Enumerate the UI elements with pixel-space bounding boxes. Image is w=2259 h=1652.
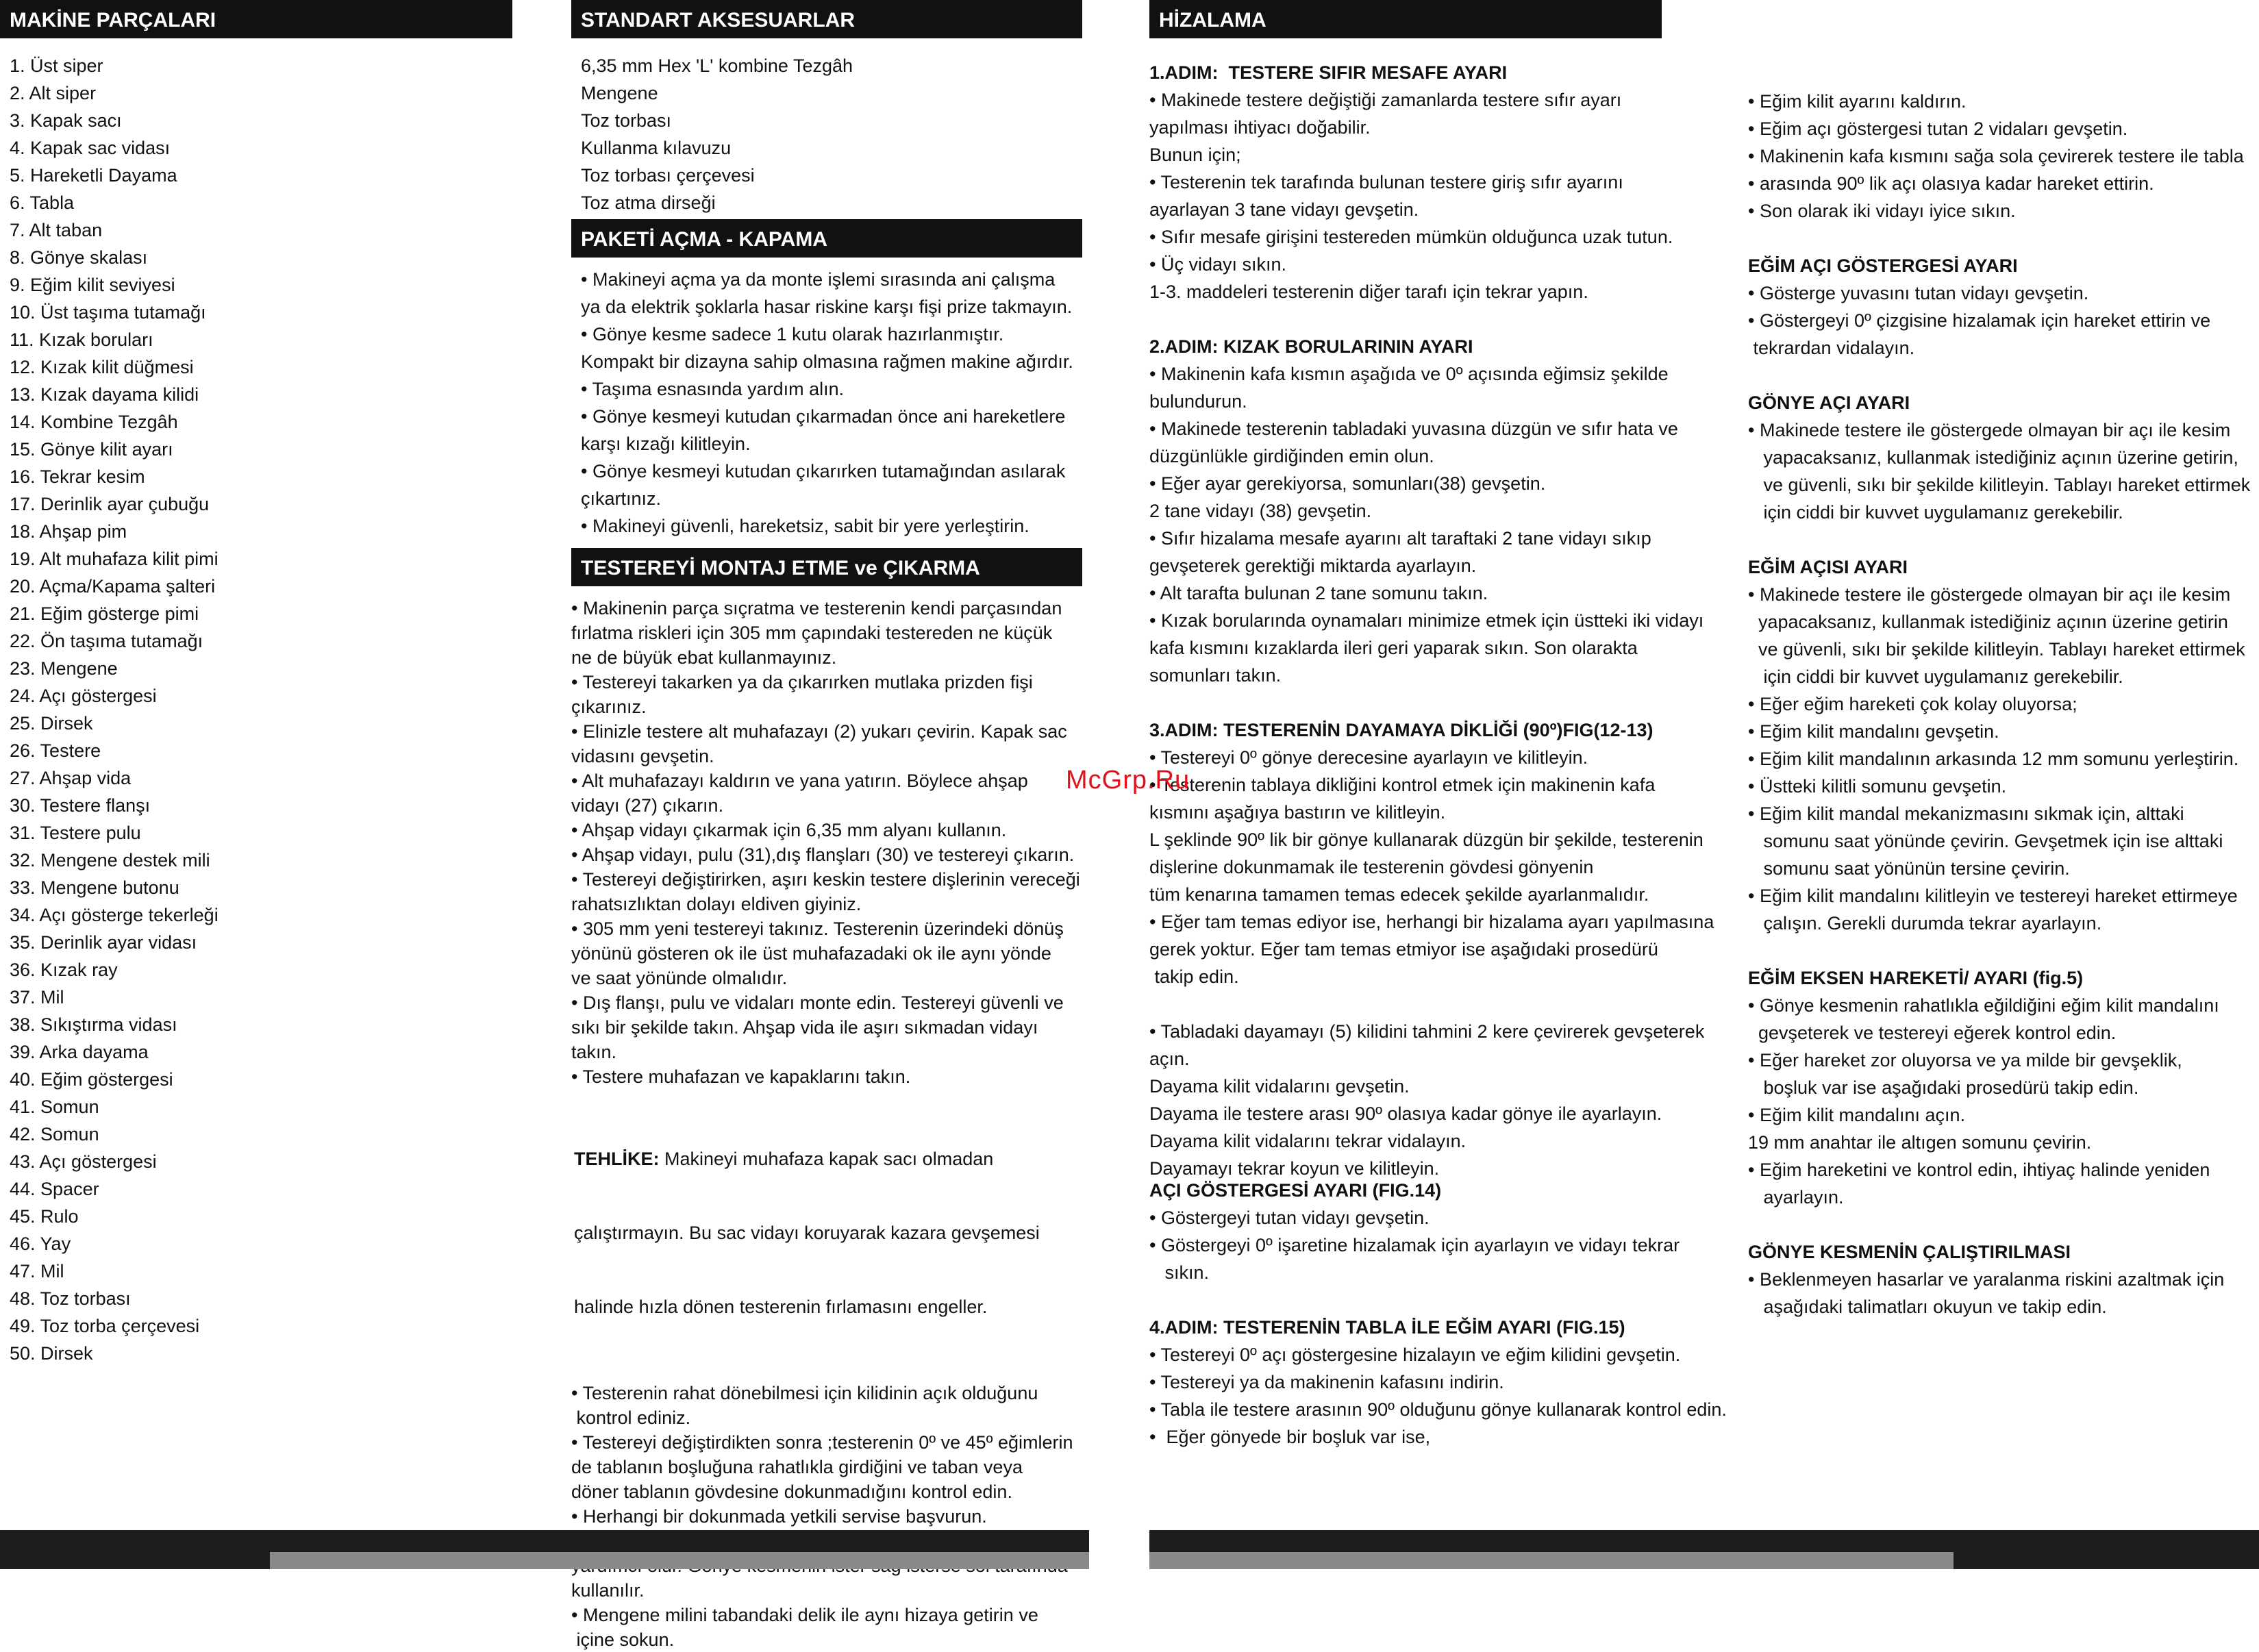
part-item: 38. Sıkıştırma vidası <box>10 1014 177 1035</box>
text-line <box>1748 362 2259 389</box>
accessory-item: Toz torbası çerçevesi <box>581 165 755 186</box>
text-line <box>1149 305 1752 333</box>
text-line: ve güvenli, sıkı bir şekilde kilitleyin. Tablayı hareket ettirmek <box>1748 475 2251 495</box>
parts-list <box>0 52 512 1367</box>
section-heading: AÇI GÖSTERGESİ AYARI (FIG.14) <box>1149 1180 1442 1201</box>
text-line: • Beklenmeyen hasarlar ve yaralanma riskini azaltmak için <box>1748 1269 2225 1290</box>
part-item: 14. Kombine Tezgâh <box>10 412 178 432</box>
part-item: 47. Mil <box>10 1261 64 1281</box>
part-item: 44. Spacer <box>10 1179 99 1199</box>
part-item: 3. Kapak sacı <box>10 110 122 131</box>
unpack-line: • Makineyi güvenli, hareketsiz, sabit bir yere yerleştirin. <box>581 516 1029 536</box>
text-line: boşluk var ise aşağıdaki prosedürü takip edin. <box>1748 1077 2139 1098</box>
footer-stripe-right <box>1149 1552 1954 1569</box>
part-item: 24. Açı göstergesi <box>10 686 157 706</box>
danger-label: TEHLİKE: <box>574 1149 660 1169</box>
part-item: 10. Üst taşıma tutamağı <box>10 302 206 323</box>
final-line: • Mengene milini tabandaki delik ile aynı hizaya getirin ve <box>571 1605 1038 1625</box>
part-item: 31. Testere pulu <box>10 823 141 843</box>
text-line: • Makinede testerenin tabladaki yuvasına düzgün ve sıfır hata ve <box>1149 418 1678 439</box>
text-line: Dayamayı tekrar koyun ve kilitleyin. <box>1149 1158 1440 1179</box>
mount-line: • Ahşap vidayı çıkarmak için 6,35 mm alyanı kullanın. <box>571 820 1007 840</box>
unpack-line: • Taşıma esnasında yardım alın. <box>581 379 845 399</box>
unpack-title: PAKETİ AÇMA - KAPAMA <box>571 219 1082 258</box>
part-item: 27. Ahşap vida <box>10 768 132 788</box>
text-line: yapılması ihtiyacı doğabilir. <box>1149 117 1371 138</box>
part-item: 23. Mengene <box>10 658 118 679</box>
text-line: • Üstteki kilitli somunu gevşetin. <box>1748 776 2007 797</box>
text-line: • Eğim kilit mandalını kilitleyin ve testereyi hareket ettirmeye <box>1748 886 2238 906</box>
parts-column <box>0 0 512 1367</box>
part-item: 43. Açı göstergesi <box>10 1151 157 1172</box>
text-line: • Eğer gönyede bir boşluk var ise, <box>1149 1427 1431 1447</box>
section-heading: EĞİM AÇISI AYARI <box>1748 557 1908 577</box>
text-line: Dayama ile testere arası 90º olasıya kadar gönye ile ayarlayın. <box>1149 1103 1662 1124</box>
mount-line: • Ahşap vidayı, pulu (31),dış flanşları (30) ve testereyi çıkarın. <box>571 844 1075 865</box>
footer-stripe-left <box>270 1552 1089 1569</box>
text-line: • Makinenin kafa kısmını sağa sola çevirerek testere ile tabla <box>1748 146 2244 166</box>
mount-line: fırlatma riskleri için 305 mm çapındaki testereden ne küçük <box>571 623 1053 643</box>
text-line: düzgünlükle girdiğinden emin olun. <box>1149 446 1434 466</box>
text-line: • Eğim kilit ayarını kaldırın. <box>1748 91 1967 112</box>
text-line: • Gösterge yuvasını tutan vidayı gevşetin. <box>1748 283 2089 303</box>
danger-first: Makineyi muhafaza kapak sacı olmadan <box>659 1149 994 1169</box>
part-item: 4. Kapak sac vidası <box>10 138 171 158</box>
accessories-title: STANDART AKSESUARLAR <box>571 0 1082 38</box>
part-item: 49. Toz torba çerçevesi <box>10 1316 200 1336</box>
danger-note <box>571 1097 1082 1368</box>
part-item: 50. Dirsek <box>10 1343 93 1364</box>
part-item: 17. Derinlik ayar çubuğu <box>10 494 210 514</box>
text-line: • Eğim hareketini ve kontrol edin, ihtiyaç halinde yeniden <box>1748 1160 2210 1180</box>
part-item: 33. Mengene butonu <box>10 877 179 898</box>
final-line: kontrol ediniz. <box>571 1407 691 1428</box>
mount-line: takın. <box>571 1042 617 1062</box>
text-line: • Makinenin kafa kısmın aşağıda ve 0º açısında eğimsiz şekilde <box>1149 364 1669 384</box>
text-line: • Eğim açı göstergesi tutan 2 vidaları gevşetin. <box>1748 118 2128 139</box>
text-line: gevşeterek ve testereyi eğerek kontrol edin. <box>1748 1023 2117 1043</box>
unpack-line: • Makineyi açma ya da monte işlemi sırasında ani çalışma <box>581 269 1056 290</box>
text-line: • Makinede testere ile göstergede olmayan bir açı ile kesim <box>1748 420 2231 440</box>
text-line: gerek yoktur. Eğer tam temas etmiyor ise aşağıdaki prosedürü <box>1149 939 1658 960</box>
part-item: 15. Gönye kilit ayarı <box>10 439 173 460</box>
unpack-list <box>571 266 1082 540</box>
text-line: • Testereyi 0º gönye derecesine ayarlayın ve kilitleyin. <box>1149 747 1588 768</box>
mount-line: çıkarınız. <box>571 697 647 717</box>
text-line: • Eğer ayar gerekiyorsa, somunları(38) gevşetin. <box>1149 473 1546 494</box>
part-item: 2. Alt siper <box>10 83 97 103</box>
text-line: için ciddi bir kuvvet uygulamanız gerekebilir. <box>1748 666 2123 687</box>
part-item: 5. Hareketli Dayama <box>10 165 177 186</box>
part-item: 48. Toz torbası <box>10 1288 131 1309</box>
mount-line: • Makinenin parça sıçratma ve testerenin kendi parçasından <box>571 598 1062 618</box>
unpack-line: çıkartınız. <box>581 488 662 509</box>
mount-line: • Testere muhafazan ve kapaklarını takın. <box>571 1066 911 1087</box>
part-item: 46. Yay <box>10 1234 71 1254</box>
final-line: içine sokun. <box>571 1629 675 1650</box>
mount-line: • Testereyi değiştirirken, aşırı keskin testere dişlerinin vereceği <box>571 869 1080 890</box>
unpack-line: • Gönye kesmeyi kutudan çıkarırken tutamağından asılarak <box>581 461 1066 481</box>
text-line <box>1149 1286 1752 1314</box>
part-item: 20. Açma/Kapama şalteri <box>10 576 216 597</box>
mount-line: vidayı (27) çıkarın. <box>571 795 724 816</box>
text-line: • Eğim kilit mandalını açın. <box>1748 1105 1966 1125</box>
parts-title: MAKİNE PARÇALARI <box>0 0 512 38</box>
accessory-item: Toz atma dirseği <box>581 192 716 213</box>
mount-line: vidasını gevşetin. <box>571 746 714 766</box>
text-line: kısmını aşağıya bastırın ve kilitleyin. <box>1149 802 1446 823</box>
final-line: • Testerenin rahat dönebilmesi için kilidinin açık olduğunu <box>571 1383 1038 1403</box>
text-line: • Eğim kilit mandalının arkasında 12 mm somunu yerleştirin. <box>1748 749 2239 769</box>
text-line: tekrardan vidalayın. <box>1748 338 1915 358</box>
alignment-column <box>1149 0 1752 1451</box>
text-line: ayarlayan 3 tane vidayı gevşetin. <box>1149 199 1419 220</box>
accessory-item: 6,35 mm Hex 'L' kombine Tezgâh <box>581 55 853 76</box>
part-item: 7. Alt taban <box>10 220 103 240</box>
text-line: çalışın. Gerekli durumda tekrar ayarlayın. <box>1748 913 2102 934</box>
part-item: 21. Eğim gösterge pimi <box>10 603 199 624</box>
text-line: • Üç vidayı sıkın. <box>1149 254 1287 275</box>
text-line: • Göstergeyi 0º işaretine hizalamak için ayarlayın ve vidayı tekrar <box>1149 1235 1680 1255</box>
text-line: somunu saat yönünde çevirin. Gevşetmek için ise alttaki <box>1748 831 2223 851</box>
text-line: yapacaksanız, kullanmak istediğiniz açının üzerine getirin <box>1748 612 2228 632</box>
part-item: 32. Mengene destek mili <box>10 850 210 871</box>
text-line: açın. <box>1149 1049 1190 1069</box>
final-line: döner tablanın gövdesine dokunmadığını kontrol edin. <box>571 1481 1012 1502</box>
text-line <box>1748 937 2259 964</box>
part-item: 11. Kızak boruları <box>10 329 153 350</box>
accessory-item: Toz torbası <box>581 110 672 131</box>
text-line: dişlerine dokunmamak ile testerenin gövdesi gönyenin <box>1149 857 1594 877</box>
section-heading: EĞİM AÇI GÖSTERGESİ AYARI <box>1748 255 2018 276</box>
danger-line: halinde hızla dönen testerenin fırlamasını engeller. <box>574 1297 988 1317</box>
alignment-title: HİZALAMA <box>1149 0 1662 38</box>
text-line: • Testerenin tek tarafında bulunan testere giriş sıfır ayarını <box>1149 172 1623 192</box>
text-line <box>1149 689 1752 716</box>
text-line: 19 mm anahtar ile altıgen somunu çevirin. <box>1748 1132 2092 1153</box>
section-heading: EĞİM EKSEN HAREKETİ/ AYARI (fig.5) <box>1748 968 2084 988</box>
mount-line: • Alt muhafazayı kaldırın ve yana yatırın. Böylece ahşap <box>571 771 1028 791</box>
accessories-list <box>571 52 1082 216</box>
part-item: 22. Ön taşıma tutamağı <box>10 631 203 651</box>
unpack-line: Kompakt bir dizayna sahip olmasına rağmen makine ağırdır. <box>581 351 1073 372</box>
final-line: • Testereyi değiştirdikten sonra ;testerenin 0º ve 45º eğimlerin <box>571 1432 1073 1453</box>
part-item: 39. Arka dayama <box>10 1042 149 1062</box>
text-line: somunları takın. <box>1149 665 1282 686</box>
danger-line: çalıştırmayın. Bu sac vidayı koruyarak kazara gevşemesi <box>574 1223 1040 1243</box>
part-item: 25. Dirsek <box>10 713 93 734</box>
text-line: • Gönye kesmenin rahatlıkla eğildiğini eğim kilit mandalını <box>1748 995 2219 1016</box>
text-line: Bunun için; <box>1149 145 1241 165</box>
text-line <box>1149 990 1752 1018</box>
text-line: • Eğim kilit mandal mekanizmasını sıkmak için, alttaki <box>1748 803 2184 824</box>
text-line: • Tabladaki dayamayı (5) kilidini tahmini 2 kere çevirerek gevşeterek <box>1149 1021 1705 1042</box>
mount-line: yönünü gösteren ok ile üst muhafazadaki ok ile aynı yönde <box>571 943 1051 964</box>
text-line: • Testereyi 0º açı göstergesine hizalayın ve eğim kilidini gevşetin. <box>1149 1344 1681 1365</box>
text-line: • Kızak borularında oynamaları minimize etmek için üstteki iki vidayı <box>1149 610 1704 631</box>
final-line: de tablanın boşluğuna rahatlıkla girdiğini ve taban veya <box>571 1457 1023 1477</box>
text-line: • Alt tarafta bulunan 2 tane somunu takın. <box>1149 583 1488 603</box>
text-line: • Eğer eğim hareketi çok kolay oluyorsa; <box>1748 694 2077 714</box>
text-line: • Makinede testere değiştiği zamanlarda testere sıfır ayarı <box>1149 90 1622 110</box>
text-line <box>1748 1211 2259 1238</box>
part-item: 6. Tabla <box>10 192 75 213</box>
alignment-text <box>1149 59 1752 1451</box>
text-line: için ciddi bir kuvvet uygulamanız gerekebilir. <box>1748 502 2123 523</box>
part-item: 36. Kızak ray <box>10 960 118 980</box>
part-item: 42. Somun <box>10 1124 99 1144</box>
part-item: 12. Kızak kilit düğmesi <box>10 357 194 377</box>
text-line: • Göstergeyi 0º çizgisine hizalamak için hareket ettirin ve <box>1748 310 2211 331</box>
text-line: ayarlayın. <box>1748 1187 1844 1207</box>
unpack-line: ya da elektrik şoklarla hasar riskine karşı fişi prize takmayın. <box>581 297 1073 317</box>
part-item: 40. Eğim göstergesi <box>10 1069 173 1090</box>
mount-list <box>571 596 1082 1089</box>
mount-line: sıkı bir şekilde takın. Ahşap vida ile aşırı sıkmadan vidayı <box>571 1017 1038 1038</box>
text-line: takip edin. <box>1149 966 1239 987</box>
text-line: • arasında 90º lik açı olasıya kadar hareket ettirin. <box>1748 173 2154 194</box>
section-heading: 2.ADIM: KIZAK BORULARININ AYARI <box>1149 336 1473 357</box>
text-line: • Eğer tam temas ediyor ise, herhangi bir hizalama ayarı yapılmasına <box>1149 912 1714 932</box>
mount-line: • Dış flanşı, pulu ve vidaları monte edin. Testereyi güvenli ve <box>571 992 1064 1013</box>
text-line <box>1748 225 2259 252</box>
text-line: • Sıfır mesafe girişini testereden mümkün olduğunca uzak tutun. <box>1149 227 1673 247</box>
alignment-continued-column <box>1748 0 2259 1321</box>
text-line: L şeklinde 90º lik bir gönye kullanarak düzgün bir şekilde, testerenin <box>1149 829 1703 850</box>
section-heading: 3.ADIM: TESTERENİN DAYAMAYA DİKLİĞİ (90º)FIG(12-13) <box>1149 720 1653 740</box>
mount-line: rahatsızlıktan dolayı eldiven giyiniz. <box>571 894 862 914</box>
text-line: • Makinede testere ile göstergede olmayan bir açı ile kesim <box>1748 584 2231 605</box>
part-item: 26. Testere <box>10 740 101 761</box>
text-line: • Testerenin tablaya dikliğini kontrol etmek için makinenin kafa <box>1149 775 1656 795</box>
unpack-line: • Gönye kesme sadece 1 kutu olarak hazırlanmıştır. <box>581 324 1004 345</box>
mount-line: • Testereyi takarken ya da çıkarırken mutlaka prizden fişi <box>571 672 1033 692</box>
final-line: • Herhangi bir dokunmada yetkili servise başvurun. <box>571 1506 987 1527</box>
text-line: • Tabla ile testere arasının 90º olduğunu gönye kullanarak kontrol edin. <box>1149 1399 1727 1420</box>
text-line: ve güvenli, sıkı bir şekilde kilitleyin. Tablayı hareket ettirmek <box>1748 639 2245 660</box>
text-line: yapacaksanız, kullanmak istediğiniz açının üzerine getirin, <box>1748 447 2238 468</box>
final-list <box>571 1381 1082 1652</box>
section-heading: 1.ADIM: TESTERE SIFIR MESAFE AYARI <box>1149 62 1508 83</box>
text-line: sıkın. <box>1149 1262 1210 1283</box>
part-item: 37. Mil <box>10 987 64 1008</box>
text-line: • Eğim kilit mandalını gevşetin. <box>1748 721 1999 742</box>
mount-line: ve saat yönünde olmalıdır. <box>571 968 788 988</box>
text-line: kafa kısmını kızaklarda ileri geri yaparak sıkın. Son olarakta <box>1149 638 1638 658</box>
text-line: • Son olarak iki vidayı iyice sıkın. <box>1748 201 2016 221</box>
part-item: 1. Üst siper <box>10 55 103 76</box>
text-line: somunu saat yönünün tersine çevirin. <box>1748 858 2070 879</box>
text-line: Dayama kilit vidalarını gevşetin. <box>1149 1076 1410 1097</box>
unpack-line: • Gönye kesmeyi kutudan çıkarmadan önce ani hareketlere <box>581 406 1066 427</box>
watermark: McGrp.Ru <box>1066 766 1190 794</box>
section-heading: GÖNYE KESMENİN ÇALIŞTIRILMASI <box>1748 1242 2071 1262</box>
text-line: • Testereyi ya da makinenin kafasını indirin. <box>1149 1372 1504 1392</box>
text-line: 2 tane vidayı (38) gevşetin. <box>1149 501 1372 521</box>
part-item: 45. Rulo <box>10 1206 79 1227</box>
part-item: 35. Derinlik ayar vidası <box>10 932 197 953</box>
text-line: tüm kenarına tamamen temas edecek şekilde ayarlanmalıdır. <box>1149 884 1649 905</box>
mount-line: ne de büyük ebat kullanmayınız. <box>571 647 837 668</box>
text-line: • Eğer hareket zor oluyorsa ve ya milde bir gevşeklik, <box>1748 1050 2182 1071</box>
mount-line: • Elinizle testere alt muhafazayı (2) yukarı çevirin. Kapak sac <box>571 721 1067 742</box>
text-line: 1-3. maddeleri testerenin diğer tarafı için tekrar yapın. <box>1149 281 1588 302</box>
mount-title: TESTEREYİ MONTAJ ETME ve ÇIKARMA <box>571 548 1082 586</box>
text-line: • Sıfır hizalama mesafe ayarını alt taraftaki 2 tane vidayı sıkıp <box>1149 528 1651 549</box>
part-item: 16. Tekrar kesim <box>10 466 145 487</box>
accessories-column <box>571 0 1082 1652</box>
text-line: gevşeterek gerektiği miktarda ayarlayın. <box>1149 555 1477 576</box>
alignment-continued-text <box>1748 88 2259 1321</box>
unpack-line: karşı kızağı kilitleyin. <box>581 434 751 454</box>
mount-line: • 305 mm yeni testereyi takınız. Testerenin üzerindeki dönüş <box>571 918 1064 939</box>
text-line <box>1748 526 2259 553</box>
text-line: Dayama kilit vidalarını tekrar vidalayın. <box>1149 1131 1467 1151</box>
text-line: aşağıdaki talimatları okuyun ve takip edin. <box>1748 1297 2107 1317</box>
text-line: • Göstergeyi tutan vidayı gevşetin. <box>1149 1207 1430 1228</box>
part-item: 34. Açı gösterge tekerleği <box>10 905 219 925</box>
final-line: kullanılır. <box>571 1580 645 1601</box>
part-item: 41. Somun <box>10 1097 99 1117</box>
part-item: 19. Alt muhafaza kilit pimi <box>10 549 219 569</box>
accessory-item: Mengene <box>581 83 658 103</box>
part-item: 13. Kızak dayama kilidi <box>10 384 199 405</box>
accessory-item: Kullanma kılavuzu <box>581 138 732 158</box>
part-item: 30. Testere flanşı <box>10 795 151 816</box>
part-item: 8. Gönye skalası <box>10 247 148 268</box>
part-item: 9. Eğim kilit seviyesi <box>10 275 175 295</box>
section-heading: GÖNYE AÇI AYARI <box>1748 392 1910 413</box>
text-line: bulundurun. <box>1149 391 1247 412</box>
part-item: 18. Ahşap pim <box>10 521 127 542</box>
section-heading: 4.ADIM: TESTERENİN TABLA İLE EĞİM AYARI (FIG.15) <box>1149 1317 1625 1338</box>
